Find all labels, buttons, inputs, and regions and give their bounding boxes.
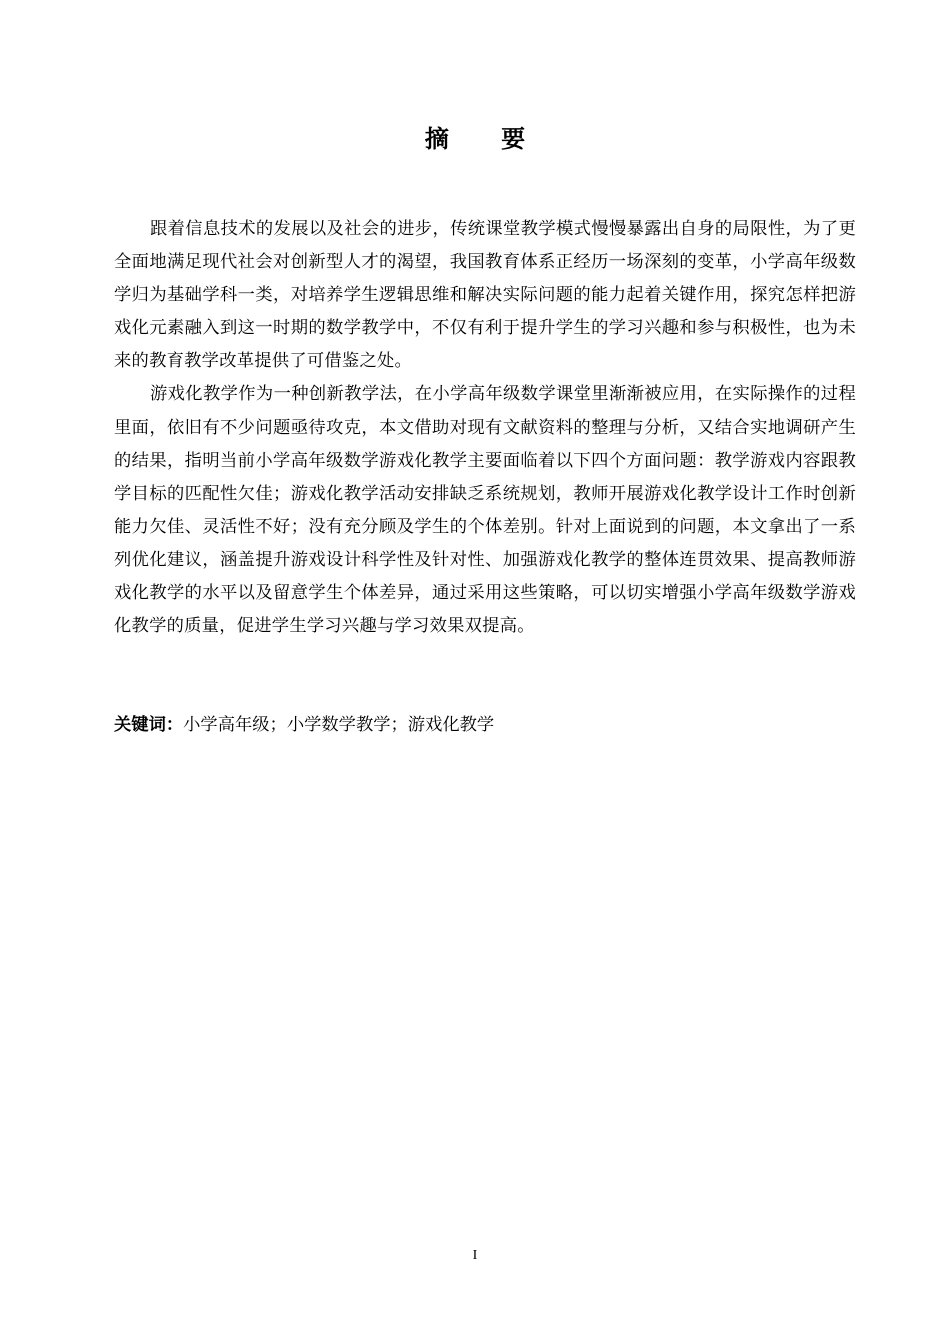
abstract-title: 摘 要 bbox=[424, 125, 548, 153]
page-number: I bbox=[472, 1248, 478, 1263]
abstract-body bbox=[114, 213, 856, 643]
keywords-value: 小学高年级；小学数学教学；游戏化教学 bbox=[183, 715, 495, 735]
keywords-line bbox=[114, 709, 856, 741]
abstract-paragraph-2: 游戏化教学作为一种创新教学法，在小学高年级数学课堂里渐渐被应用，在实际操作的过程里面，依旧有不少问题亟待攻克，本文借助对现有文献资料的整理与分析，又结合实地调研产生的结果，指明当前小学高年级数学游戏化教学主要面临着以下四个方面问题：教学游戏内容跟教学目标的匹配性欠佳；游戏化教学活动安排缺乏系统规划，教师开展游戏化教学设计工作时创新能力欠佳、灵活性不好；没有充分顾及学生的个体差别。针对上面说到的问题，本文拿出了一系列优化建议，涵盖提升游戏设计科学性及针对性、加强游戏化教学的整体连贯效果、提高教师游戏化教学的水平以及留意学生个体差异，通过采用这些策略，可以切实增强小学高年级数学游戏化教学的质量，促进学生学习兴趣与学习效果双提高。 bbox=[114, 384, 856, 637]
abstract-paragraph-1: 跟着信息技术的发展以及社会的进步，传统课堂教学模式慢慢暴露出自身的局限性，为了更全面地满足现代社会对创新型人才的渴望，我国教育体系正经历一场深刻的变革，小学高年级数学归为基础学科一类，对培养学生逻辑思维和解决实际问题的能力起着关键作用，探究怎样把游戏化元素融入到这一时期的数学教学中，不仅有利于提升学生的学习兴趣和参与积极性，也为未来的教育教学改革提供了可借鉴之处。 bbox=[114, 219, 856, 372]
keywords-label: 关键词： bbox=[114, 715, 184, 735]
